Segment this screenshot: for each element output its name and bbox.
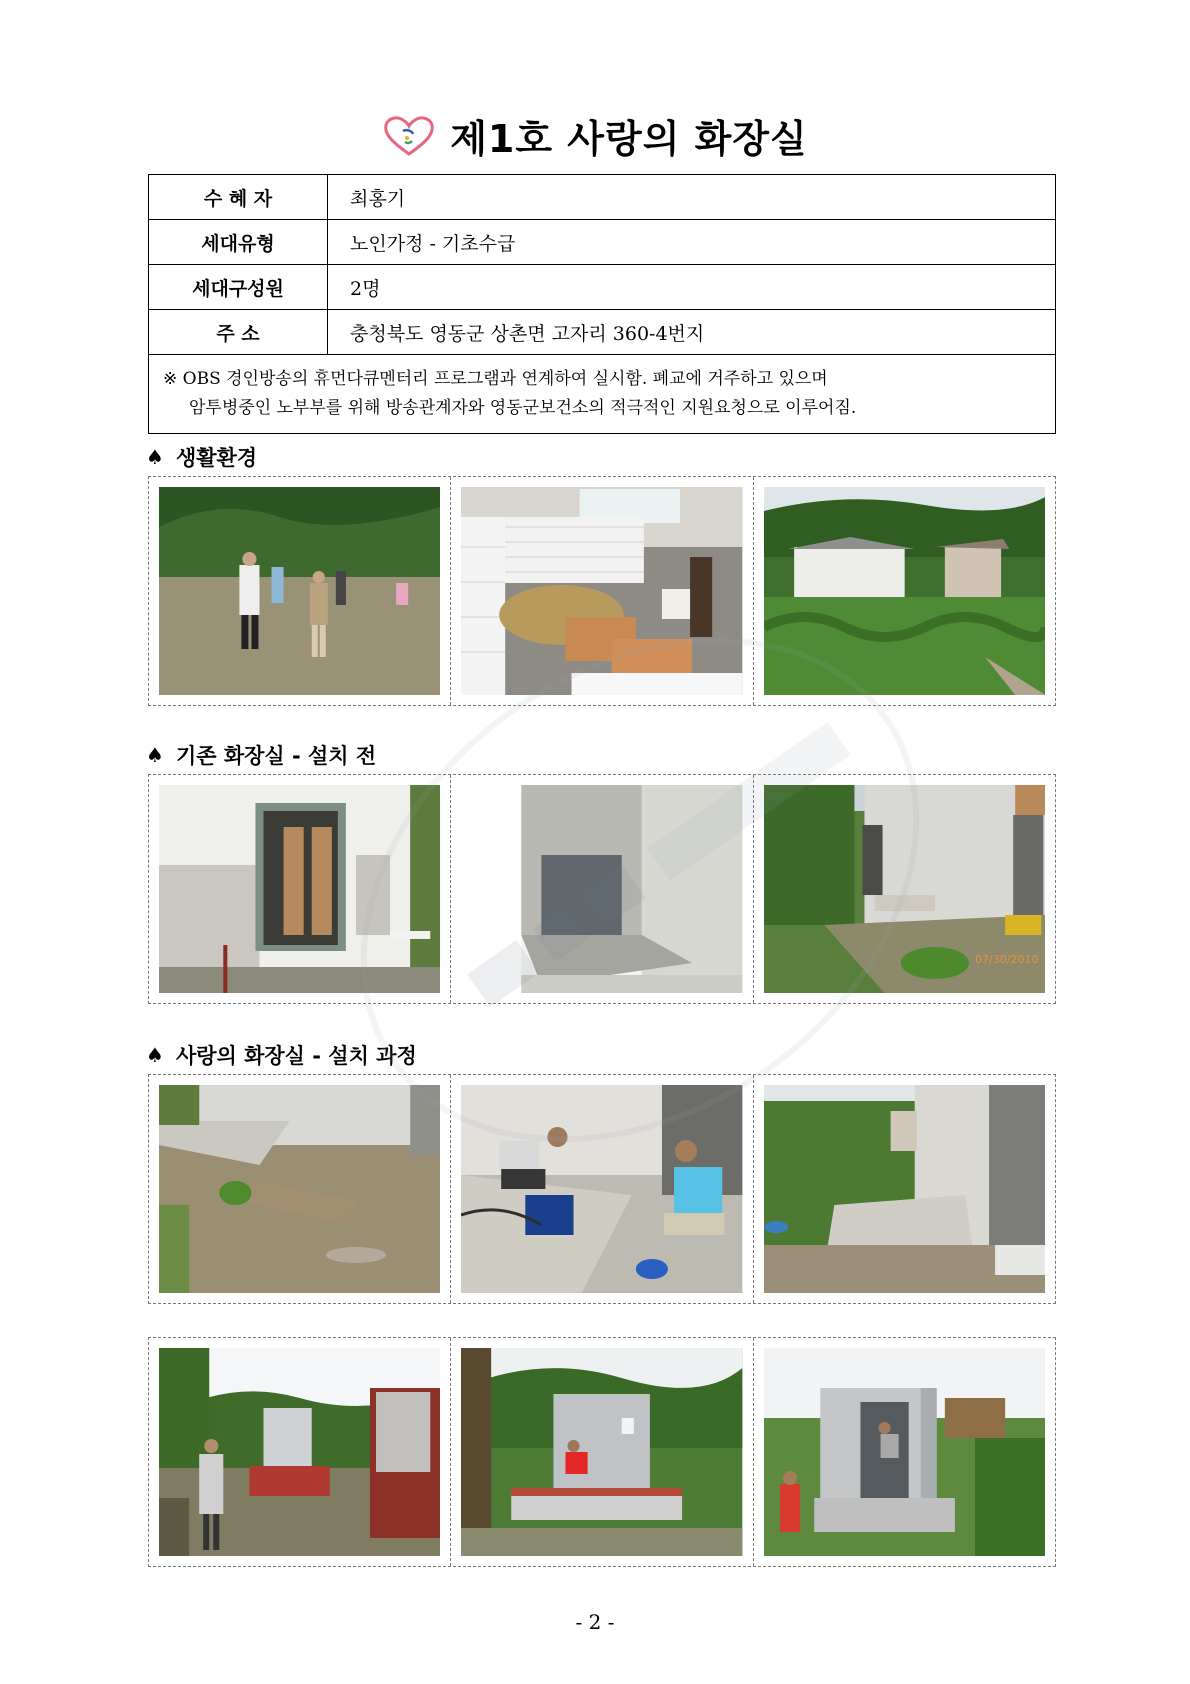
value-recipient: 최홍기 [328, 175, 1056, 220]
photo-truck-delivery [159, 1348, 440, 1556]
photo-cell [149, 775, 451, 1003]
photo-site-ground [159, 1085, 440, 1293]
photo-old-toilet-exterior [159, 785, 440, 993]
photo-concrete-pad [764, 1085, 1045, 1293]
photo-cell [451, 1338, 753, 1566]
spade-icon: ♠ [146, 743, 164, 767]
heart-logo-icon [382, 114, 436, 158]
page-number: - 2 - [575, 1610, 615, 1634]
note-line-1: ※ OBS 경인방송의 휴먼다큐멘터리 프로그램과 연계하여 실시함. 폐교에 거주하고 있으며 [163, 369, 828, 389]
photo-date-stamp: 07/30/2010 [974, 953, 1039, 966]
value-household-members: 2명 [328, 265, 1056, 310]
section-heading-before [146, 740, 376, 770]
spade-icon: ♠ [146, 1043, 164, 1067]
photo-cell [754, 477, 1055, 705]
table-row [149, 265, 1056, 310]
section-title: 생활환경 [175, 446, 258, 470]
photo-cell [149, 1338, 451, 1566]
photo-cell [451, 1075, 753, 1303]
photo-row-process-2 [148, 1337, 1056, 1567]
title-area [0, 108, 1190, 163]
label-household-members: 세대구성원 [149, 265, 328, 310]
photo-cell [451, 775, 753, 1003]
photo-cell [149, 477, 451, 705]
label-recipient: 수 혜 자 [149, 175, 328, 220]
table-row [149, 175, 1056, 220]
label-household-type: 세대유형 [149, 220, 328, 265]
photo-row-process-1 [148, 1074, 1056, 1304]
table-row [149, 355, 1056, 434]
section-title: 사랑의 화장실 - 설치 과정 [175, 1044, 417, 1068]
photo-house-garden [764, 487, 1045, 695]
photo-cell [754, 1075, 1055, 1303]
photo-old-toilet-interior [461, 785, 742, 993]
beneficiary-info-table [148, 174, 1056, 434]
photo-cell [754, 775, 1055, 1003]
photo-cell [451, 477, 753, 705]
table-row [149, 220, 1056, 265]
label-address: 주 소 [149, 310, 328, 355]
section-heading-process [146, 1040, 417, 1070]
page-title: 제1호 사랑의 화장실 [450, 117, 808, 161]
note-line-2: 암투병중인 노부부를 위해 방송관계자와 영동군보건소의 적극적인 지원요청으로 이루어짐. [189, 398, 857, 418]
photo-storage-room [461, 487, 742, 695]
spade-icon: ♠ [146, 445, 164, 469]
section-title: 기존 화장실 - 설치 전 [175, 744, 377, 768]
section-heading-environment [146, 442, 257, 472]
photo-cell [754, 1338, 1055, 1566]
photo-old-building-yard [764, 785, 1045, 993]
value-address: 충청북도 영동군 상촌면 고자리 360-4번지 [328, 310, 1056, 355]
photo-people-walking [159, 487, 440, 695]
photo-cell [149, 1075, 451, 1303]
photo-workers-plumbing [461, 1085, 742, 1293]
photo-row-before [148, 774, 1056, 1004]
note-cell [149, 355, 1056, 434]
photo-row-environment [148, 476, 1056, 706]
table-row [149, 310, 1056, 355]
value-household-type: 노인가정 - 기초수급 [328, 220, 1056, 265]
photo-toilet-unit-installed [764, 1348, 1045, 1556]
photo-toilet-unit-unloading [461, 1348, 742, 1556]
